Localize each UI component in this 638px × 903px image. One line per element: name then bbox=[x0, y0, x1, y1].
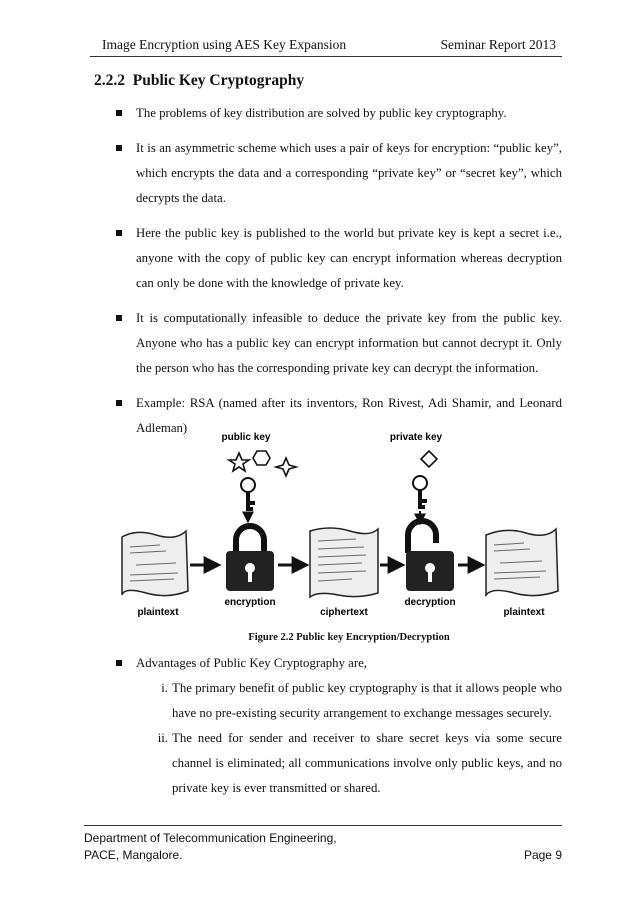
bullet-item: Here the public key is published to the world but private key is kept a secret i.e., anyone with the copy of public key can encrypt information whereas decryption can only be done with the knowledge of private key. bbox=[116, 221, 562, 296]
figure-caption: Figure 2.2 Public key Encryption/Decryption bbox=[248, 632, 450, 643]
bullet-item: It is an asymmetric scheme which uses a pair of keys for encryption: “public key”, which encrypts the data and a corresponding “private key” or “secret key”, which decrypts the data. bbox=[116, 136, 562, 211]
plaintext-right-label: plaintext bbox=[503, 607, 545, 618]
item-text: The need for sender and receiver to share secret keys via some secure channel is eliminated; all communications involve only public keys, and no private key is ever transmitted or shared. bbox=[172, 731, 562, 795]
page-header bbox=[90, 36, 562, 57]
hexagon-icon bbox=[253, 451, 270, 465]
bullet-item: Example: RSA (named after its inventors, Ron Rivest, Adi Shamir, and Leonard Adleman) bbox=[116, 391, 562, 441]
item-number: i. bbox=[161, 681, 168, 695]
item-text: The primary benefit of public key cryptography is that it allows people who have no pre-existing security arrangement to exchange messages securely. bbox=[172, 681, 562, 720]
section-heading bbox=[94, 72, 304, 90]
footer-department: Department of Telecommunication Engineering, bbox=[84, 831, 337, 845]
plaintext-document-icon bbox=[122, 531, 188, 596]
bullet-item: The problems of key distribution are solved by public key cryptography. bbox=[116, 101, 562, 126]
item-number: ii. bbox=[157, 731, 168, 745]
unlocked-padlock-icon bbox=[406, 521, 454, 591]
plaintext-result-document-icon bbox=[486, 529, 558, 596]
ciphertext-label: ciphertext bbox=[320, 607, 368, 618]
locked-padlock-icon bbox=[226, 526, 274, 591]
advantages-intro: Advantages of Public Key Cryptography are, bbox=[116, 651, 562, 676]
public-key-icon bbox=[241, 478, 255, 511]
diamond-icon bbox=[421, 451, 437, 467]
list-item bbox=[146, 726, 562, 801]
plaintext-left-label: plaintext bbox=[137, 607, 179, 618]
header-report: Seminar Report 2013 bbox=[440, 37, 556, 52]
list-item bbox=[146, 676, 562, 726]
section-number: 2.2.2 bbox=[94, 72, 125, 89]
private-key-label: private key bbox=[389, 432, 443, 443]
encryption-label: encryption bbox=[224, 597, 276, 608]
encryption-diagram bbox=[116, 425, 562, 625]
bullet-item: It is computationally infeasible to deduce the private key from the public key. Anyone who has a public key can encrypt information but cannot decrypt it. Only the person who has the corresponding private key can decrypt the information. bbox=[116, 306, 562, 381]
section-title: Public Key Cryptography bbox=[132, 72, 305, 89]
page-footer bbox=[84, 825, 562, 864]
sparkle-icon bbox=[276, 458, 296, 476]
public-key-label: public key bbox=[221, 432, 271, 443]
star-icon bbox=[229, 453, 249, 471]
bullet-list bbox=[116, 101, 562, 451]
ciphertext-document-icon bbox=[310, 528, 378, 597]
page-number: Page 9 bbox=[523, 848, 562, 862]
header-title: Image Encryption using AES Key Expansion bbox=[102, 37, 347, 52]
footer-college: PACE, Mangalore. bbox=[84, 848, 183, 862]
advantages-block bbox=[116, 651, 562, 801]
private-key-icon bbox=[413, 476, 427, 509]
decryption-label: decryption bbox=[404, 597, 456, 608]
